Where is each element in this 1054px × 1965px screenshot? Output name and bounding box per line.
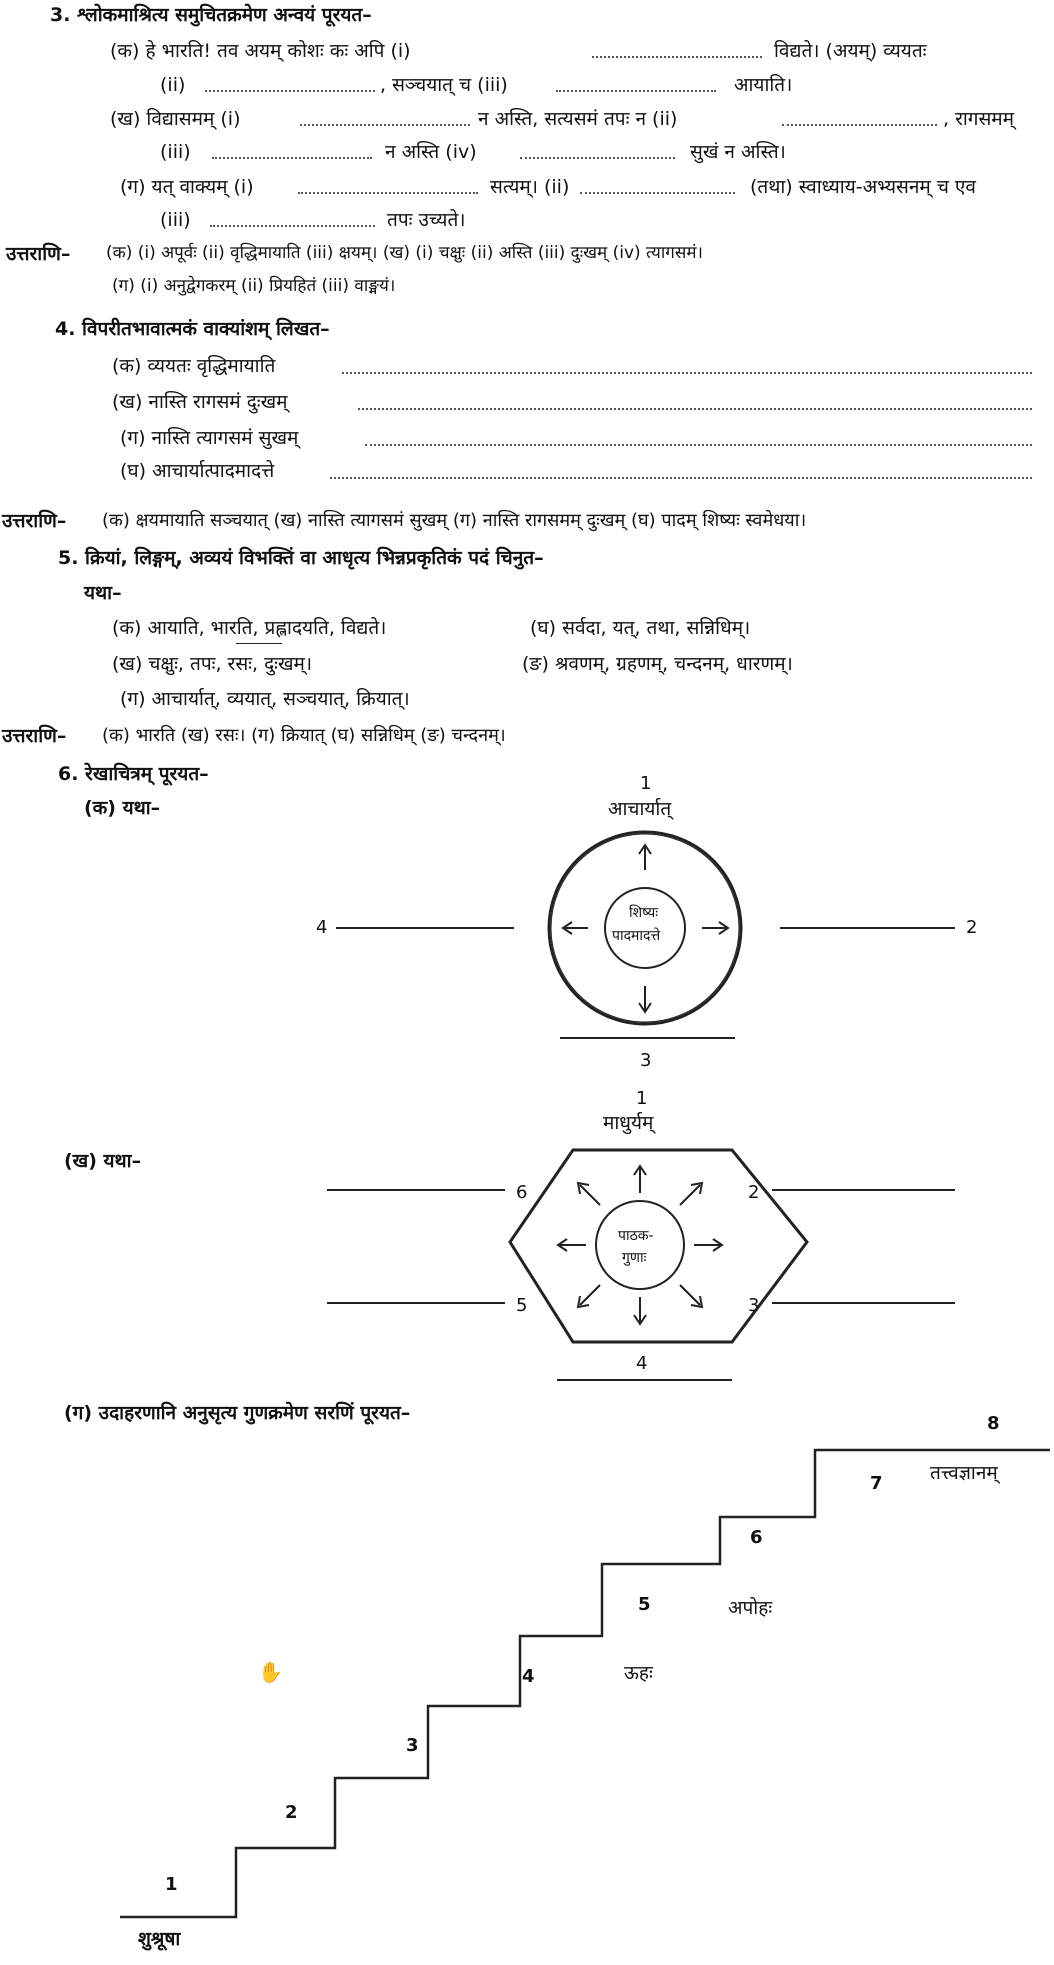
hand-icon: ✋ — [258, 1660, 283, 1684]
q5-item-ga: (ग) आचार्यात्, व्ययात्, सञ्चयात्, क्रियात्। — [120, 688, 410, 710]
q4-answer: (क) क्षयमायाति सञ्चयात् (ख) नास्ति त्यागसमं सुखम् (ग) नास्ति रागसमम् दुःखम् (घ) पादम् शिष्यः स्वमेधया। — [102, 510, 807, 531]
q4-item-ka: (क) व्ययतः वृद्धिमायाति — [112, 355, 276, 377]
step-label-6: अपोहः — [728, 1597, 773, 1619]
ka-center-1: शिष्यः — [629, 905, 659, 921]
q3-ga-text-5: तपः उच्यते। — [387, 209, 466, 231]
kha-num-1: 1 — [636, 1088, 648, 1109]
step-label-1: शुश्रूषा — [138, 1928, 181, 1950]
q3-ka-text-5: आयाति। — [734, 74, 793, 96]
q3-kha-text-5: न अस्ति (iv) — [385, 141, 477, 163]
q3-answer-1: (क) (i) अपूर्वः (ii) वृद्धिमायाति (iii) क्षयम्। (ख) (i) चक्षुः (ii) अस्ति (iii) दुःखम् (iv) त्यागसमं। — [106, 243, 703, 263]
q3-answer-2: (ग) (i) अनुद्वेगकरम् (ii) प्रियहितं (iii) वाङ्मयं। — [112, 276, 396, 296]
q3-kha-text-6: सुखं न अस्ति। — [690, 141, 786, 163]
ka-num-4: 4 — [316, 917, 328, 938]
ka-center-2: पादमादत्ते — [612, 928, 661, 944]
q6-ka-label: (क) यथा– — [84, 797, 161, 819]
q3-ga-text-3: (तथा) स्वाध्याय-अभ्यसनम् च एव — [750, 176, 977, 198]
q4-item-gha: (घ) आचार्यात्पादमादत्ते — [120, 460, 275, 482]
q6-ga-label: (ग) उदाहरणानि अनुसृत्य गुणक्रमेण सरणिं पूरयत– — [64, 1402, 411, 1424]
q5-title: 5. क्रियां, लिङ्गम्, अव्ययं विभक्तिं वा आधृत्य भिन्नप्रकृतिकं पदं चिनुत– — [58, 547, 544, 569]
q3-ka-text-3: (ii) — [160, 74, 186, 96]
ka-num-1: 1 — [640, 773, 652, 794]
q5-item-ka: (क) आयाति, भारति, प्रह्लादयति, विद्यते। — [112, 617, 387, 639]
kha-center-1: पाठक- — [618, 1228, 654, 1244]
q5-example-label: यथा– — [84, 582, 122, 604]
step-label-8: तत्त्वज्ञानम् — [930, 1462, 998, 1484]
kha-center-2: गुणाः — [622, 1250, 647, 1266]
q5-item-nga: (ङ) श्रवणम्, ग्रहणम्, चन्दनम्, धारणम्। — [522, 653, 793, 675]
kha-num-3: 3 — [748, 1295, 760, 1316]
kha-num-2: 2 — [748, 1182, 760, 1203]
step-label-5: ऊहः — [624, 1662, 653, 1684]
q3-ka-text: (क) हे भारति! तव अयम् कोशः कः अपि (i) — [110, 40, 411, 62]
q5-answer-label: उत्तराणि– — [2, 725, 67, 747]
ka-num-3: 3 — [640, 1050, 652, 1071]
q3-kha-text-2: न अस्ति, सत्यसमं तपः न (ii) — [478, 108, 678, 130]
q3-ga-text-2: सत्यम्। (ii) — [490, 176, 570, 198]
q6-kha-label: (ख) यथा– — [64, 1150, 142, 1172]
q5-item-gha: (घ) सर्वदा, यत्, तथा, सन्निधिम्। — [530, 617, 751, 639]
step-num-5: 5 — [638, 1594, 651, 1615]
step-num-7: 7 — [870, 1473, 883, 1494]
q3-kha-text: (ख) विद्यासमम् (i) — [110, 108, 241, 130]
q3-ka-text-4: , सञ्चयात् च (iii) — [380, 74, 508, 96]
step-num-3: 3 — [406, 1735, 419, 1756]
q3-ga-text-4: (iii) — [160, 209, 191, 231]
step-num-1: 1 — [165, 1874, 178, 1895]
ka-top-label: आचार्यात् — [608, 798, 672, 820]
step-num-8: 8 — [987, 1413, 1000, 1434]
kha-num-6: 6 — [516, 1182, 528, 1203]
step-num-4: 4 — [522, 1666, 535, 1687]
kha-num-5: 5 — [516, 1295, 528, 1316]
q4-item-kha: (ख) नास्ति रागसमं दुःखम् — [112, 391, 288, 413]
q3-answer-label: उत्तराणि– — [6, 243, 71, 265]
q3-kha-text-4: (iii) — [160, 141, 191, 163]
q5-answer: (क) भारति (ख) रसः। (ग) क्रियात् (घ) सन्निधिम् (ङ) चन्दनम्। — [102, 725, 506, 746]
q4-title: 4. विपरीतभावात्मकं वाक्यांशम् लिखत– — [55, 318, 330, 340]
step-num-2: 2 — [285, 1802, 298, 1823]
q3-ka-text-2: विद्यते। (अयम्) व्ययतः — [774, 40, 927, 62]
q5-item-kha: (ख) चक्षुः, तपः, रसः, दुःखम्। — [112, 653, 313, 675]
q3-ga-text: (ग) यत् वाक्यम् (i) — [120, 176, 254, 198]
kha-top-label: माधुर्यम् — [603, 1112, 654, 1134]
step-num-6: 6 — [750, 1527, 763, 1548]
q3-kha-text-3: , रागसमम् — [943, 108, 1015, 130]
kha-num-4: 4 — [636, 1353, 648, 1374]
q3-title: 3. श्लोकमाश्रित्य समुचितक्रमेण अन्वयं पूरयत– — [50, 4, 372, 26]
q4-answer-label: उत्तराणि– — [2, 510, 67, 532]
q6-title: 6. रेखाचित्रम् पूरयत– — [58, 763, 209, 785]
q4-item-ga: (ग) नास्ति त्यागसमं सुखम् — [120, 427, 299, 449]
ka-num-2: 2 — [966, 917, 978, 938]
